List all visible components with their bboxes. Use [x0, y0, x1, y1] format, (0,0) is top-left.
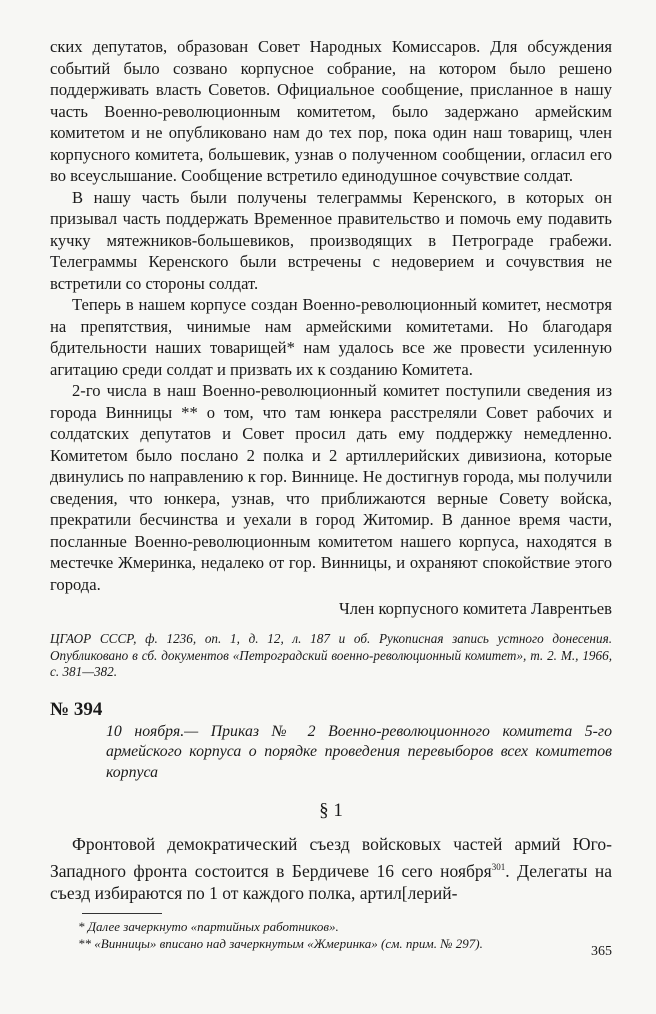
page-number: 365	[591, 944, 612, 959]
footnote-1: * Далее зачеркнуто «партийных работников».	[78, 918, 339, 934]
note-reference: 301	[491, 861, 506, 872]
page-text	[50, 36, 612, 952]
paragraph-continued: ских депутатов, образован Совет Народных Комиссаров. Для обсуждения событий было созвано корпусное собрание, на котором было решено поддерживать власть Советов. Официальное сообщение, присланное в нашу часть Военно-революционным комитетом, было задержано армейским комитетом и не опубликовано нам до тех пор, пока один наш товарищ, член корпусного комитета, большевик, узнав о полученном сообщении, огласил его во всеуслышание. Сообщение встретило единодушное сочувствие солдат.	[50, 37, 612, 185]
footnote-divider	[82, 913, 162, 914]
paragraph-kerensky: В нашу часть были получены телеграммы Керенского, в которых он призывал часть поддержать Временное правительство и помочь ему подавить кучку мятежников-большевиков, производящих в Петрограде грабежи. Телеграммы Керенского были встречены с недоверием и сочувствия не встретили со стороны солдат.	[50, 187, 612, 293]
section-body	[50, 833, 612, 904]
section-heading: § 1	[319, 800, 343, 822]
paragraph-committee: Теперь в нашем корпусе создан Военно-революционный комитет, несмотря на препятствия, чинимые нам армейскими комитетами. Но благодаря бдительности наших товарищей* нам удалось все же провести усиленную агитацию среди солдат и призвать их к созданию Комитета.	[50, 295, 612, 379]
footnote-2: ** «Винницы» вписано над зачеркнутым «Жмеринка» (см. прим. № 297).	[78, 935, 483, 951]
document-number: № 394	[50, 698, 103, 720]
section-body-text: Фронтовой демократический съезд войсковых частей армий Юго-Западного фронта состоится в Бердичеве 16 сего ноября	[50, 834, 612, 881]
signature: Член корпусного комитета Лаврентьев	[338, 599, 612, 618]
section-body-text-end: . Делегаты на съезд избираются по 1 от каждого полка, артил[лерий-	[50, 860, 613, 904]
paragraph-vinnitsa: 2-го числа в наш Военно-революционный комитет поступили сведения из города Винницы ** о том, что там юнкера расстреляли Совет рабочих и солдатских депутатов и Совет просил дать ему поддержку немедленно. Комитетом было послано 2 полка и 2 артиллерийских дивизиона, которые двинулись по направлению к гор. Виннице. Не достигнув города, мы получили сведения, что юнкера, узнав, что приближаются верные Совету войска, прекратили бесчинства и уехали в город Житомир. В данное время части, посланные Военно-революционным комитетом нашего корпуса, находятся в местечке Жмеринка, недалеко от гор. Винницы, и охраняют спокойствие этого города.	[50, 381, 612, 594]
document-title: 10 ноября.— Приказ № 2 Военно-революционного комитета 5-го армейского корпуса о порядке проведения перевыборов всех комитетов корпуса	[106, 722, 612, 781]
archive-source: ЦГАОР СССР, ф. 1236, оп. 1, д. 12, л. 187 и об. Рукописная запись устного донесения. Опубликовано в сб. документов «Петроградский военно-революционный комитет», т. 2. М., 1966, с. 381—382.	[50, 631, 612, 680]
